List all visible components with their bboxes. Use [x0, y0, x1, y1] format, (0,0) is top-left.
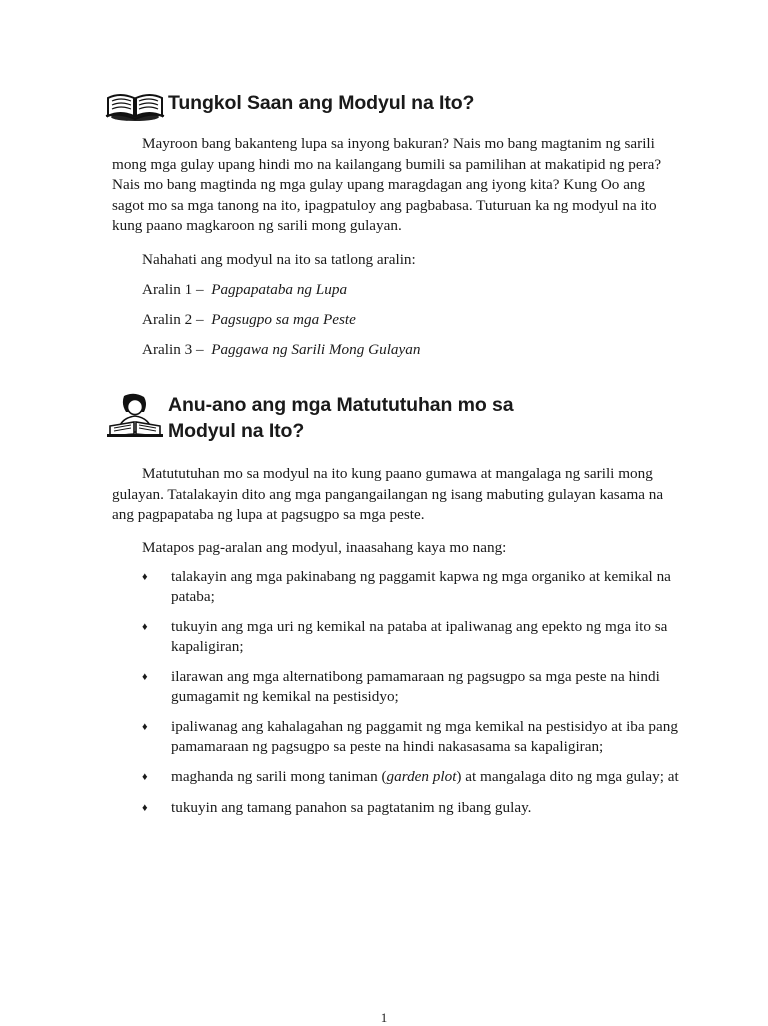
lessons-intro: Nahahati ang modyul na ito sa tatlong aralin: [142, 251, 416, 268]
diamond-bullet-icon: ♦ [142, 671, 148, 683]
diamond-bullet-icon: ♦ [142, 771, 148, 783]
list-item: ♦ ipaliwanag ang kahalagahan ng paggamit ng mga kemikal na pestisidyo at iba pang pamamaraan ng pagsugpo sa peste na hindi nakasasama sa kapaligiran; [142, 718, 678, 755]
diamond-bullet-icon: ♦ [142, 801, 148, 814]
list-item: ♦ tukuyin ang mga uri ng kemikal na pataba at ipaliwanag ang epekto ng mga ito sa kapaligiran; [142, 618, 668, 655]
list-item: ♦ maghanda ng sarili mong taniman (garden plot) at mangalaga dito ng mga gulay; at [112, 767, 682, 787]
list-item: ♦ tukuyin ang tamang panahon sa pagtatanim ng ibang gulay. [112, 798, 682, 818]
list-item: ♦ ilarawan ang mga alternatibong pamamaraan ng pagsugpo sa mga peste na hindi gumagamit ng kemikal na pestisidyo; [142, 668, 660, 705]
diamond-bullet-icon: ♦ [142, 621, 148, 633]
student-reading-icon [104, 392, 168, 443]
page-number: 1 [380, 1010, 388, 1025]
open-book-icon [104, 86, 168, 127]
section-title-about: Tungkol Saan ang Modyul na Ito? [168, 92, 475, 114]
objectives-intro: Matapos pag-aralan ang modyul, inaasahang kaya mo nang: [142, 539, 507, 556]
intro-paragraph: Mayroon bang bakanteng lupa sa inyong bakuran? Nais mo bang magtanim ng sarili mong mga gulay upang hindi mo na kailangang bumili sa pamilihan at makatipid ng pera? Nais mo bang magtinda ng mga gulay upang maragdagan ang iyong kita? Kung Oo ang sagot mo sa mga tanong na ito, ipagpatuloy ang pagbabasa. Tuturuan ka ng modyul na ito kung paano magkaroon ng sarili mong gulayan. [112, 135, 662, 234]
objectives-list [112, 567, 682, 828]
section-heading-objectives [104, 392, 514, 444]
list-item: ♦ talakayin ang mga pakinabang ng paggamit kapwa ng mga organiko at kemikal na pataba; [142, 568, 671, 605]
lesson-item: Aralin 3 – Paggawa ng Sarili Mong Gulayan [142, 341, 421, 358]
section-heading-about [104, 86, 474, 127]
objectives-paragraph: Matututuhan mo sa modyul na ito kung paano gumawa at mangalaga ng sarili mong gulayan. Tatalakayin dito ang mga pangangailangan ng isang mabuting gulayan kasama na ang pagpapataba ng lupa at pagsugpo sa mga peste. [112, 465, 664, 523]
section-title-objectives: Anu-ano ang mga Matututuhan mo sa Modyul na Ito? [168, 394, 514, 442]
diamond-bullet-icon: ♦ [142, 721, 148, 733]
diamond-bullet-icon: ♦ [142, 571, 148, 583]
lesson-item: Aralin 1 – Pagpapataba ng Lupa [142, 281, 348, 298]
lesson-item: Aralin 2 – Pagsugpo sa mga Peste [142, 311, 356, 328]
